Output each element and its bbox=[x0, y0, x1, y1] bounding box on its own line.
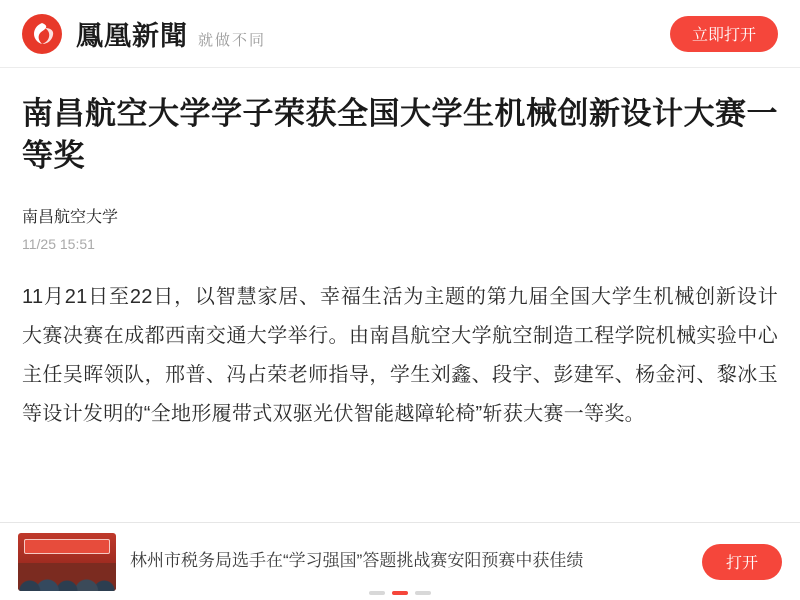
thumbnail-crowd bbox=[18, 563, 116, 591]
promo-text: 林州市税务局选手在“学习强国”答题挑战赛安阳预赛中获佳绩 bbox=[130, 551, 584, 571]
article-headline: 南昌航空大学学子荣获全国大学生机械创新设计大赛一等奖 bbox=[22, 96, 778, 174]
carousel-dot-active[interactable] bbox=[392, 591, 408, 595]
promo-open-button[interactable]: 打开 bbox=[702, 544, 782, 580]
carousel-dot[interactable] bbox=[369, 591, 385, 595]
promo-thumbnail[interactable] bbox=[18, 533, 116, 591]
open-app-button[interactable]: 立即打开 bbox=[670, 16, 778, 52]
promo-bar[interactable] bbox=[0, 522, 800, 600]
brand-name: 鳳凰新聞 bbox=[76, 21, 188, 52]
article-container bbox=[0, 68, 800, 434]
carousel-dots[interactable] bbox=[369, 591, 431, 595]
app-header bbox=[0, 0, 800, 68]
thumbnail-banner bbox=[24, 539, 110, 554]
article-source: 南昌航空大学 bbox=[22, 208, 119, 226]
article-timestamp: 11/25 15:51 bbox=[22, 235, 95, 252]
phoenix-logo-icon bbox=[22, 14, 62, 54]
carousel-dot[interactable] bbox=[415, 591, 431, 595]
article-body: 11月21日至22日，以智慧家居、幸福生活为主题的第九届全国大学生机械创新设计大赛决赛在成都西南交通大学举行。由南昌航空大学航空制造工程学院机械实验中心主任吴晖领队，邢普、冯占荣老师指导，学生刘鑫、段宇、彭建军、杨金河、黎冰玉等设计发明的“全地形履带式双驱光伏智能越障轮椅”斩获大赛一等奖。 bbox=[22, 285, 778, 425]
brand-slogan: 就做不同 bbox=[198, 31, 267, 49]
brand-block bbox=[76, 14, 266, 53]
